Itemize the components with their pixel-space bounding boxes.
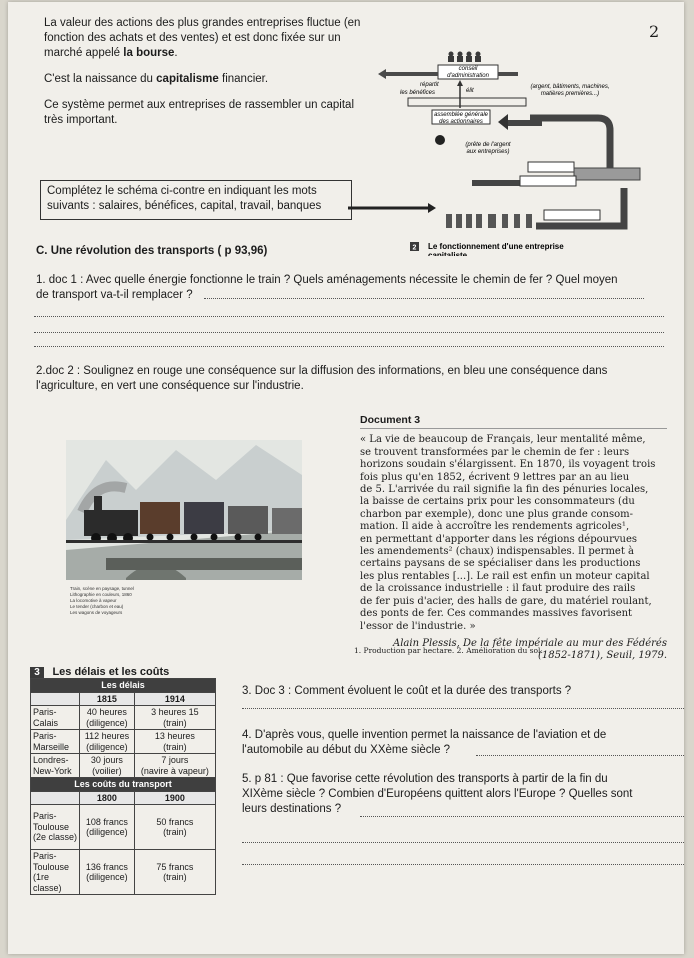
intro-paragraph-1: La valeur des actions des plus grandes entreprises fluctue (en fonction des achats et des ventes) et est donc fixée sur un marché appelé la bourse. (44, 17, 361, 59)
table-row: Londres- New-York 30 jours (voilier) 7 jours (navire à vapeur) (31, 754, 216, 778)
capitalism-diagram (348, 48, 648, 256)
rail-bridge (106, 558, 302, 570)
answer-line-5a[interactable] (360, 816, 684, 817)
caption-number: 2 (412, 244, 417, 252)
intro-paragraph-2: C'est la naissance du capitalisme financier. (44, 73, 269, 85)
factory-drawing (574, 168, 640, 180)
question-3: 3. Doc 3 : Comment évoluent le coût et la durée des transports ? (242, 685, 572, 697)
admin-label: d'administration (447, 73, 489, 79)
repartit-label: répartit (420, 82, 439, 88)
delays-header: Les délais (31, 679, 216, 693)
costs-year-2: 1900 (134, 791, 215, 805)
document-3-footnote: 1. Production par hectare. 2. Amélioration du sol. (354, 646, 543, 655)
costs-year-1: 1800 (80, 791, 135, 805)
assemblee-label: assemblée générale (433, 112, 489, 118)
bank-icon (435, 135, 445, 145)
train-illustration (66, 440, 302, 626)
answer-line-1b[interactable] (34, 316, 664, 317)
diagram-svg (348, 48, 648, 256)
blank-box-2 (528, 162, 574, 172)
document-3-body: « La vie de beaucoup de Français, leur mentalité même, se trouvent transformées par le chemin de fer : leurs horizons soudain s'élargissent. En 1870, ils voyagent trois fois plus qu'en 1852, écrivent 9 lettres par an au lieu de 5. L'arrivée du rail signifie la fin des pénuries locales, la baisse de certains prix pour les consommateurs (du charbon par exemple), donc une plus grande consom- mation. Il aide à accroître les rendements agricoles¹, en permettant d'apporter dans les régions dépourvues les amendements² (chaux) indispensables. Il permet à certains paysans de se spécialiser dans les productions les plus rentables [...]. Le rail est enfin un moteur capital de la croissance industrielle : il faut produire des rails de fer puis d'acier, des halls de gare, du matériel roulant, des ponts de fer. Ces commandes massives favorisent l'essor de l'industrie. » (360, 434, 656, 632)
question-4: 4. D'après vous, quelle invention permet la naissance de l'aviation et de l'automobile au début du XXème siècle ? (242, 729, 607, 756)
answer-line-5c[interactable] (242, 864, 684, 865)
bourse-term: la bourse (123, 47, 175, 59)
page-number: 2 (649, 22, 660, 41)
conseil-label: conseil (458, 66, 478, 72)
answer-line-1d[interactable] (34, 346, 664, 347)
question-1: 1. doc 1 : Avec quelle énergie fonctionne le train ? Quels aménagements nécessite le chemin de fer ? Quel moyen de transport va-t-il remplacer ? (36, 274, 618, 301)
table-number: 3 (30, 667, 44, 679)
people-icons (448, 52, 481, 63)
rails (66, 540, 302, 543)
delays-year-2: 1914 (134, 692, 215, 706)
blank-box-1 (408, 98, 526, 106)
blank-box-3 (520, 176, 576, 186)
wagon-1 (140, 502, 180, 534)
section-c-title: C. Une révolution des transports ( p 93,96) (36, 245, 268, 257)
intro-text (44, 16, 374, 139)
table-row: Paris- Toulouse (2e classe) 108 francs (diligence) 50 francs (train) (31, 805, 216, 850)
wagon-4 (272, 508, 302, 534)
delays-costs-table (30, 678, 216, 895)
wagon-2 (184, 502, 224, 534)
caption-line-1: Le fonctionnement d'une entreprise (428, 242, 564, 251)
answer-line-3[interactable] (242, 708, 684, 709)
actionnaires-label: des actionnaires (439, 119, 483, 125)
table-row: Paris- Toulouse (1re classe) 136 francs (diligence) 75 francs (train) (31, 850, 216, 895)
capitalisme-term: capitalisme (156, 73, 219, 85)
image-caption: Train, scène en paysage, tunnel Lithographie en couleurs, 1860 La locomotive à vapeur Le tender (charbon et eau) Les wagons de voyageurs (70, 586, 134, 615)
document-3-source: Alain Plessis, De la fête impériale au mur des Fédérés (1852-1871), Seuil, 1979. (393, 637, 667, 662)
argent-label: (argent, bâtiments, machines, (530, 84, 610, 90)
answer-line-1a[interactable] (204, 298, 644, 299)
costs-header: Les coûts du transport (31, 778, 216, 792)
answer-line-4[interactable] (476, 755, 684, 756)
elit-label: élit (466, 88, 474, 94)
entreprises-label: aux entreprises) (466, 149, 510, 155)
workers-icons (446, 214, 532, 228)
locomotive (84, 510, 138, 536)
answer-line-5b[interactable] (242, 842, 684, 843)
question-5: 5. p 81 : Que favorise cette révolution des transports à partir de la fin du XIXème siècle ? Combien d'Européens quittent alors l'Europe ? Quelles sont leurs destinations ? (242, 773, 633, 815)
document-3-title: Document 3 (360, 414, 667, 429)
table-row: Paris- Marseille 112 heures (diligence) 13 heures (train) (31, 730, 216, 754)
exercise-box: Complétez le schéma ci-contre en indiquant les mots suivants : salaires, bénéfices, capital, travail, banques (40, 180, 352, 220)
wagon-3 (228, 506, 268, 534)
table-title: Les délais et les coûts (52, 666, 170, 678)
table-row: Paris- Calais 40 heures (diligence) 3 heures 15 (train) (31, 706, 216, 730)
answer-line-1c[interactable] (34, 332, 664, 333)
matieres-label: matières premières...) (540, 91, 600, 97)
intro-paragraph-3: Ce système permet aux entreprises de rassembler un capital très important. (44, 99, 355, 126)
arrow-left (384, 72, 438, 76)
benefices-label: les bénéfices (400, 90, 436, 96)
question-2: 2.doc 2 : Soulignez en rouge une conséquence sur la diffusion des informations, en bleu une conséquence dans l'agriculture, en vert une conséquence sur l'industrie. (36, 365, 608, 392)
delays-year-1: 1815 (80, 692, 135, 706)
document-3 (360, 414, 667, 663)
worksheet-page (8, 2, 684, 954)
prete-label: (prête de l'argent (465, 142, 511, 148)
blank-box-4 (544, 210, 600, 220)
caption-line-2: capitaliste. (428, 251, 470, 256)
